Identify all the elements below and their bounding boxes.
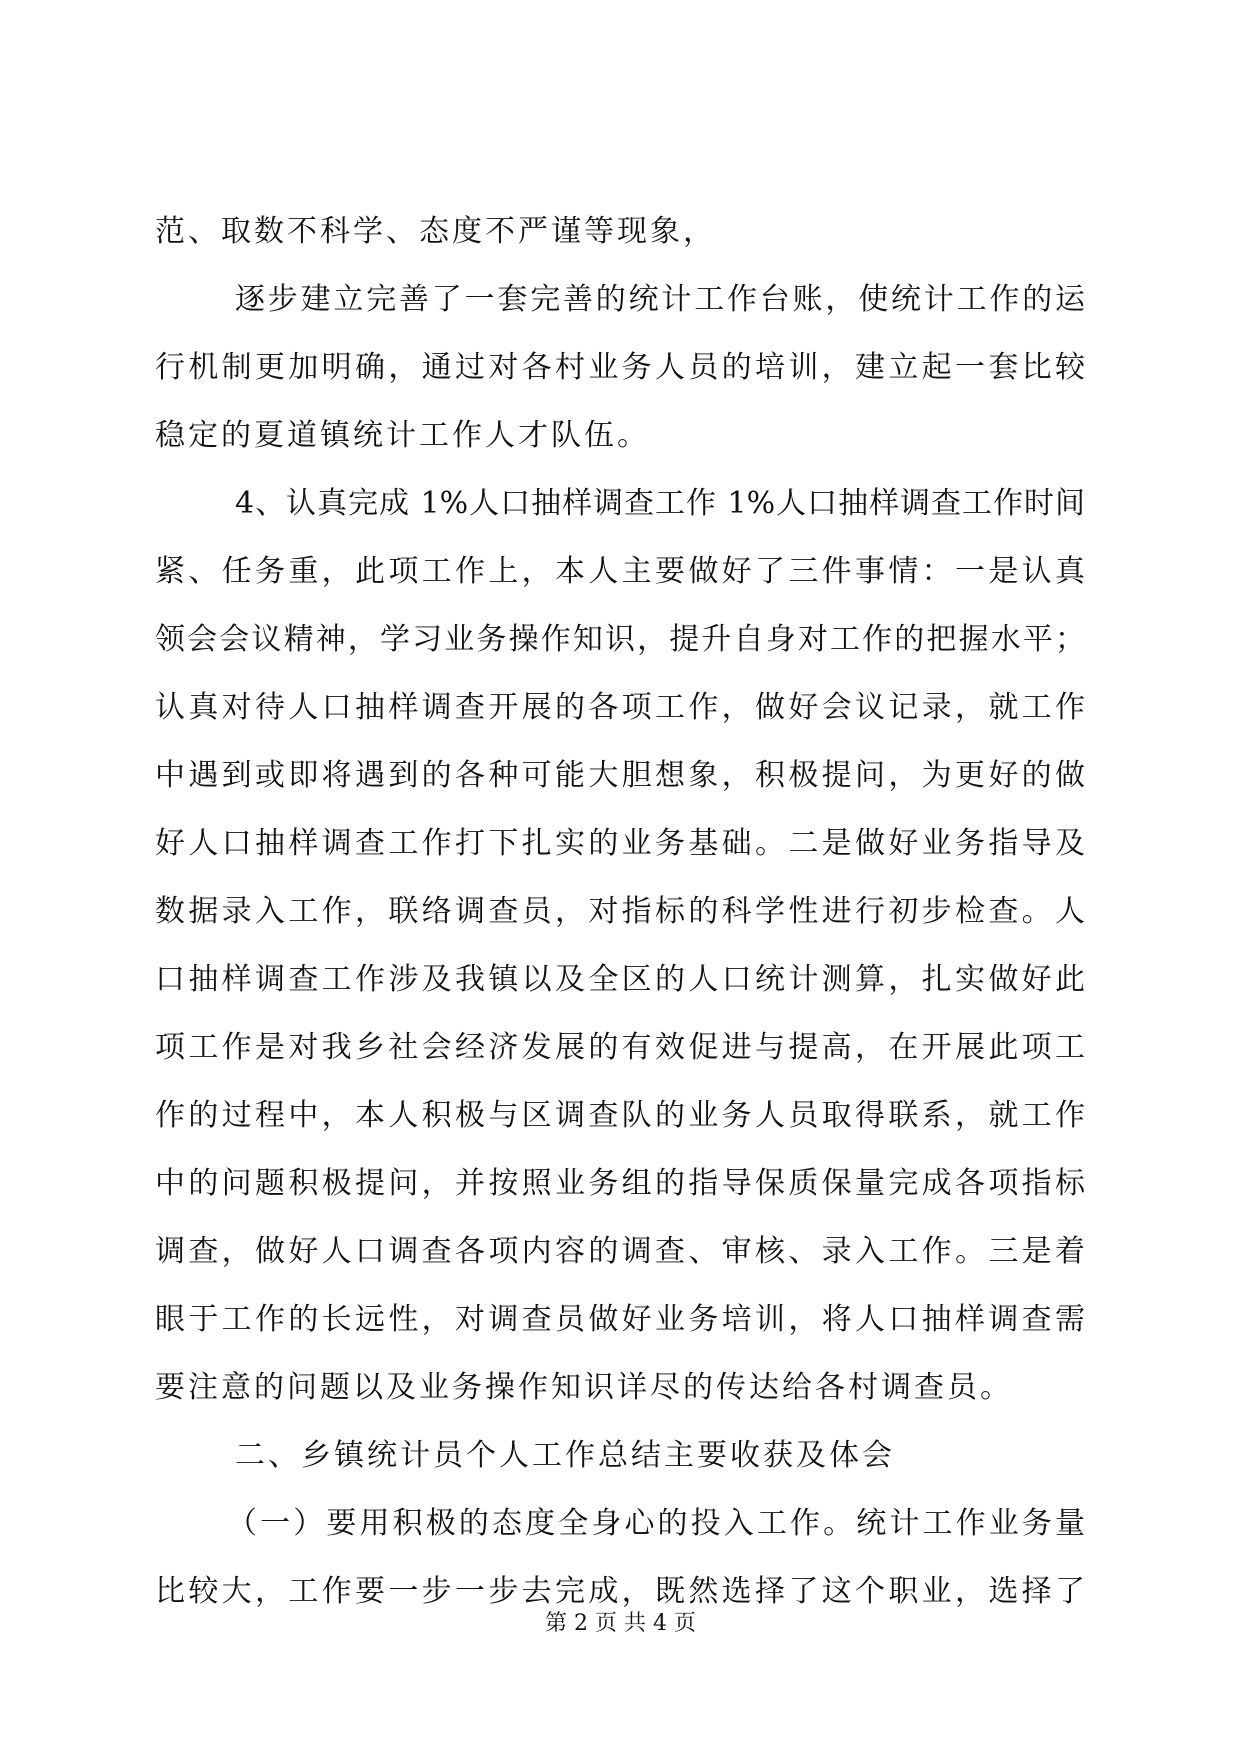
text-line: 项工作是对我乡社会经济发展的有效促进与提高，在开展此项工 (155, 1030, 1085, 1065)
text-line: （一）要用积极的态度全身心的投入工作。统计工作业务量 (227, 1506, 1085, 1541)
text-line: 数据录入工作，联络调查员，对指标的科学性进行初步检查。人 (155, 894, 1085, 929)
text-line: 行机制更加明确，通过对各村业务人员的培训，建立起一套比较 (155, 350, 1085, 385)
text-line: 范、取数不科学、态度不严谨等现象， (155, 214, 716, 249)
text-line: 紧、任务重，此项工作上，本人主要做好了三件事情：一是认真 (155, 554, 1085, 589)
text-line: 中遇到或即将遇到的各种可能大胆想象，积极提问，为更好的做 (155, 758, 1085, 793)
text-line: 稳定的夏道镇统计工作人才队伍。 (155, 418, 650, 453)
text-line: 口抽样调查工作涉及我镇以及全区的人口统计测算，扎实做好此 (155, 962, 1085, 997)
text-line: 4、认真完成 1%人口抽样调查工作 1%人口抽样调查工作时间 (235, 486, 1085, 521)
text-line: 作的过程中，本人积极与区调查队的业务人员取得联系，就工作 (155, 1098, 1085, 1133)
text-line: 比较大，工作要一步一步去完成，既然选择了这个职业，选择了 (155, 1574, 1085, 1609)
section-heading: 二、乡镇统计员个人工作总结主要收获及体会 (235, 1438, 895, 1473)
text-line: 认真对待人口抽样调查开展的各项工作，做好会议记录，就工作 (155, 690, 1085, 725)
text-line: 要注意的问题以及业务操作知识详尽的传达给各村调查员。 (155, 1370, 1013, 1405)
text-line: 好人口抽样调查工作打下扎实的业务基础。二是做好业务指导及 (155, 826, 1085, 861)
text-line: 领会会议精神，学习业务操作知识，提升自身对工作的把握水平； (155, 622, 1085, 657)
text-line: 眼于工作的长远性，对调查员做好业务培训，将人口抽样调查需 (155, 1302, 1085, 1337)
body-text (155, 198, 1085, 1626)
page-number-footer: 第 2 页 共 4 页 (545, 1611, 696, 1636)
text-line: 中的问题积极提问，并按照业务组的指导保质保量完成各项指标 (155, 1166, 1085, 1201)
text-line: 调查，做好人口调查各项内容的调查、审核、录入工作。三是着 (155, 1234, 1085, 1269)
text-line: 逐步建立完善了一套完善的统计工作台账，使统计工作的运 (235, 282, 1085, 317)
